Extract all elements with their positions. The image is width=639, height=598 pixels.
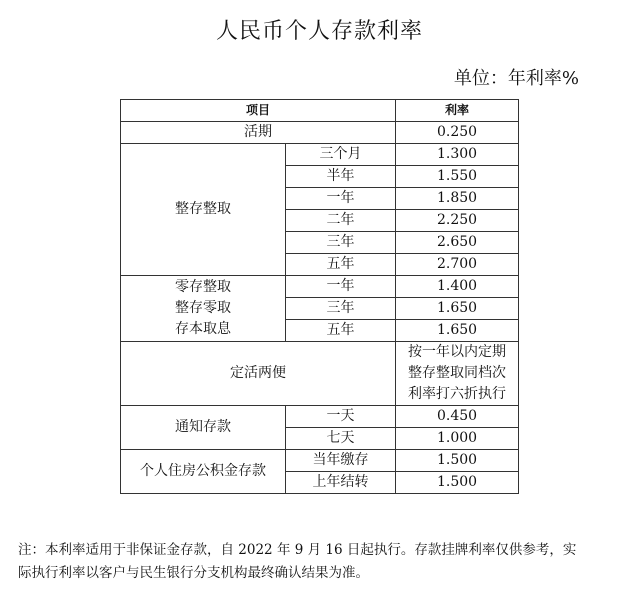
term-cell: 一年 — [286, 188, 396, 210]
rate-cell: 1.850 — [396, 188, 519, 210]
rate-cell: 1.650 — [396, 320, 519, 342]
installment-labels — [121, 276, 286, 342]
flexible-rate — [396, 342, 519, 406]
notice-label: 通知存款 — [121, 406, 286, 450]
term-cell: 三年 — [286, 232, 396, 254]
rate-cell: 1.400 — [396, 276, 519, 298]
rate-table — [120, 99, 519, 494]
rate-cell: 1.650 — [396, 298, 519, 320]
flexible-label: 定活两便 — [121, 342, 396, 406]
term-cell: 一天 — [286, 406, 396, 428]
footnote-line: 注：本利率适用于非保证金存款，自 2022 年 9 月 16 日起执行。存款挂牌利率仅供参考，实 — [18, 542, 577, 558]
installment-label: 整存零取 — [175, 300, 231, 316]
table-row — [121, 406, 519, 428]
current-label: 活期 — [121, 122, 396, 144]
table-row — [121, 342, 519, 406]
term-cell: 上年结转 — [286, 472, 396, 494]
term-cell: 七天 — [286, 428, 396, 450]
rate-cell: 1.000 — [396, 428, 519, 450]
page-title: 人民币个人存款利率 — [215, 19, 423, 44]
rate-cell: 1.550 — [396, 166, 519, 188]
flexible-rate-line: 利率打六折执行 — [408, 386, 507, 402]
table-row — [121, 450, 519, 472]
current-rate: 0.250 — [396, 122, 519, 144]
header-item: 项目 — [121, 100, 396, 122]
fixed-label: 整存整取 — [121, 144, 286, 276]
installment-label: 存本取息 — [175, 321, 231, 337]
term-cell: 半年 — [286, 166, 396, 188]
term-cell: 二年 — [286, 210, 396, 232]
header-rate: 利率 — [396, 100, 519, 122]
housing-fund-label: 个人住房公积金存款 — [121, 450, 286, 494]
installment-label: 零存整取 — [175, 279, 231, 295]
table-header-row — [121, 100, 519, 122]
term-cell: 当年缴存 — [286, 450, 396, 472]
unit-label: 单位：年利率% — [453, 68, 579, 89]
rate-cell: 1.500 — [396, 450, 519, 472]
term-cell: 五年 — [286, 254, 396, 276]
rate-cell: 2.650 — [396, 232, 519, 254]
table-row — [121, 276, 519, 298]
footnote — [18, 539, 628, 585]
footnote-line: 际执行利率以客户与民生银行分支机构最终确认结果为准。 — [18, 565, 369, 581]
rate-cell: 2.250 — [396, 210, 519, 232]
term-cell: 三年 — [286, 298, 396, 320]
flexible-rate-line: 按一年以内定期 — [408, 344, 507, 360]
term-cell: 三个月 — [286, 144, 396, 166]
rate-cell: 1.500 — [396, 472, 519, 494]
flexible-rate-line: 整存整取同档次 — [408, 365, 507, 381]
term-cell: 一年 — [286, 276, 396, 298]
rate-cell: 2.700 — [396, 254, 519, 276]
table-row — [121, 122, 519, 144]
rate-cell: 1.300 — [396, 144, 519, 166]
table-row — [121, 144, 519, 166]
rate-cell: 0.450 — [396, 406, 519, 428]
term-cell: 五年 — [286, 320, 396, 342]
